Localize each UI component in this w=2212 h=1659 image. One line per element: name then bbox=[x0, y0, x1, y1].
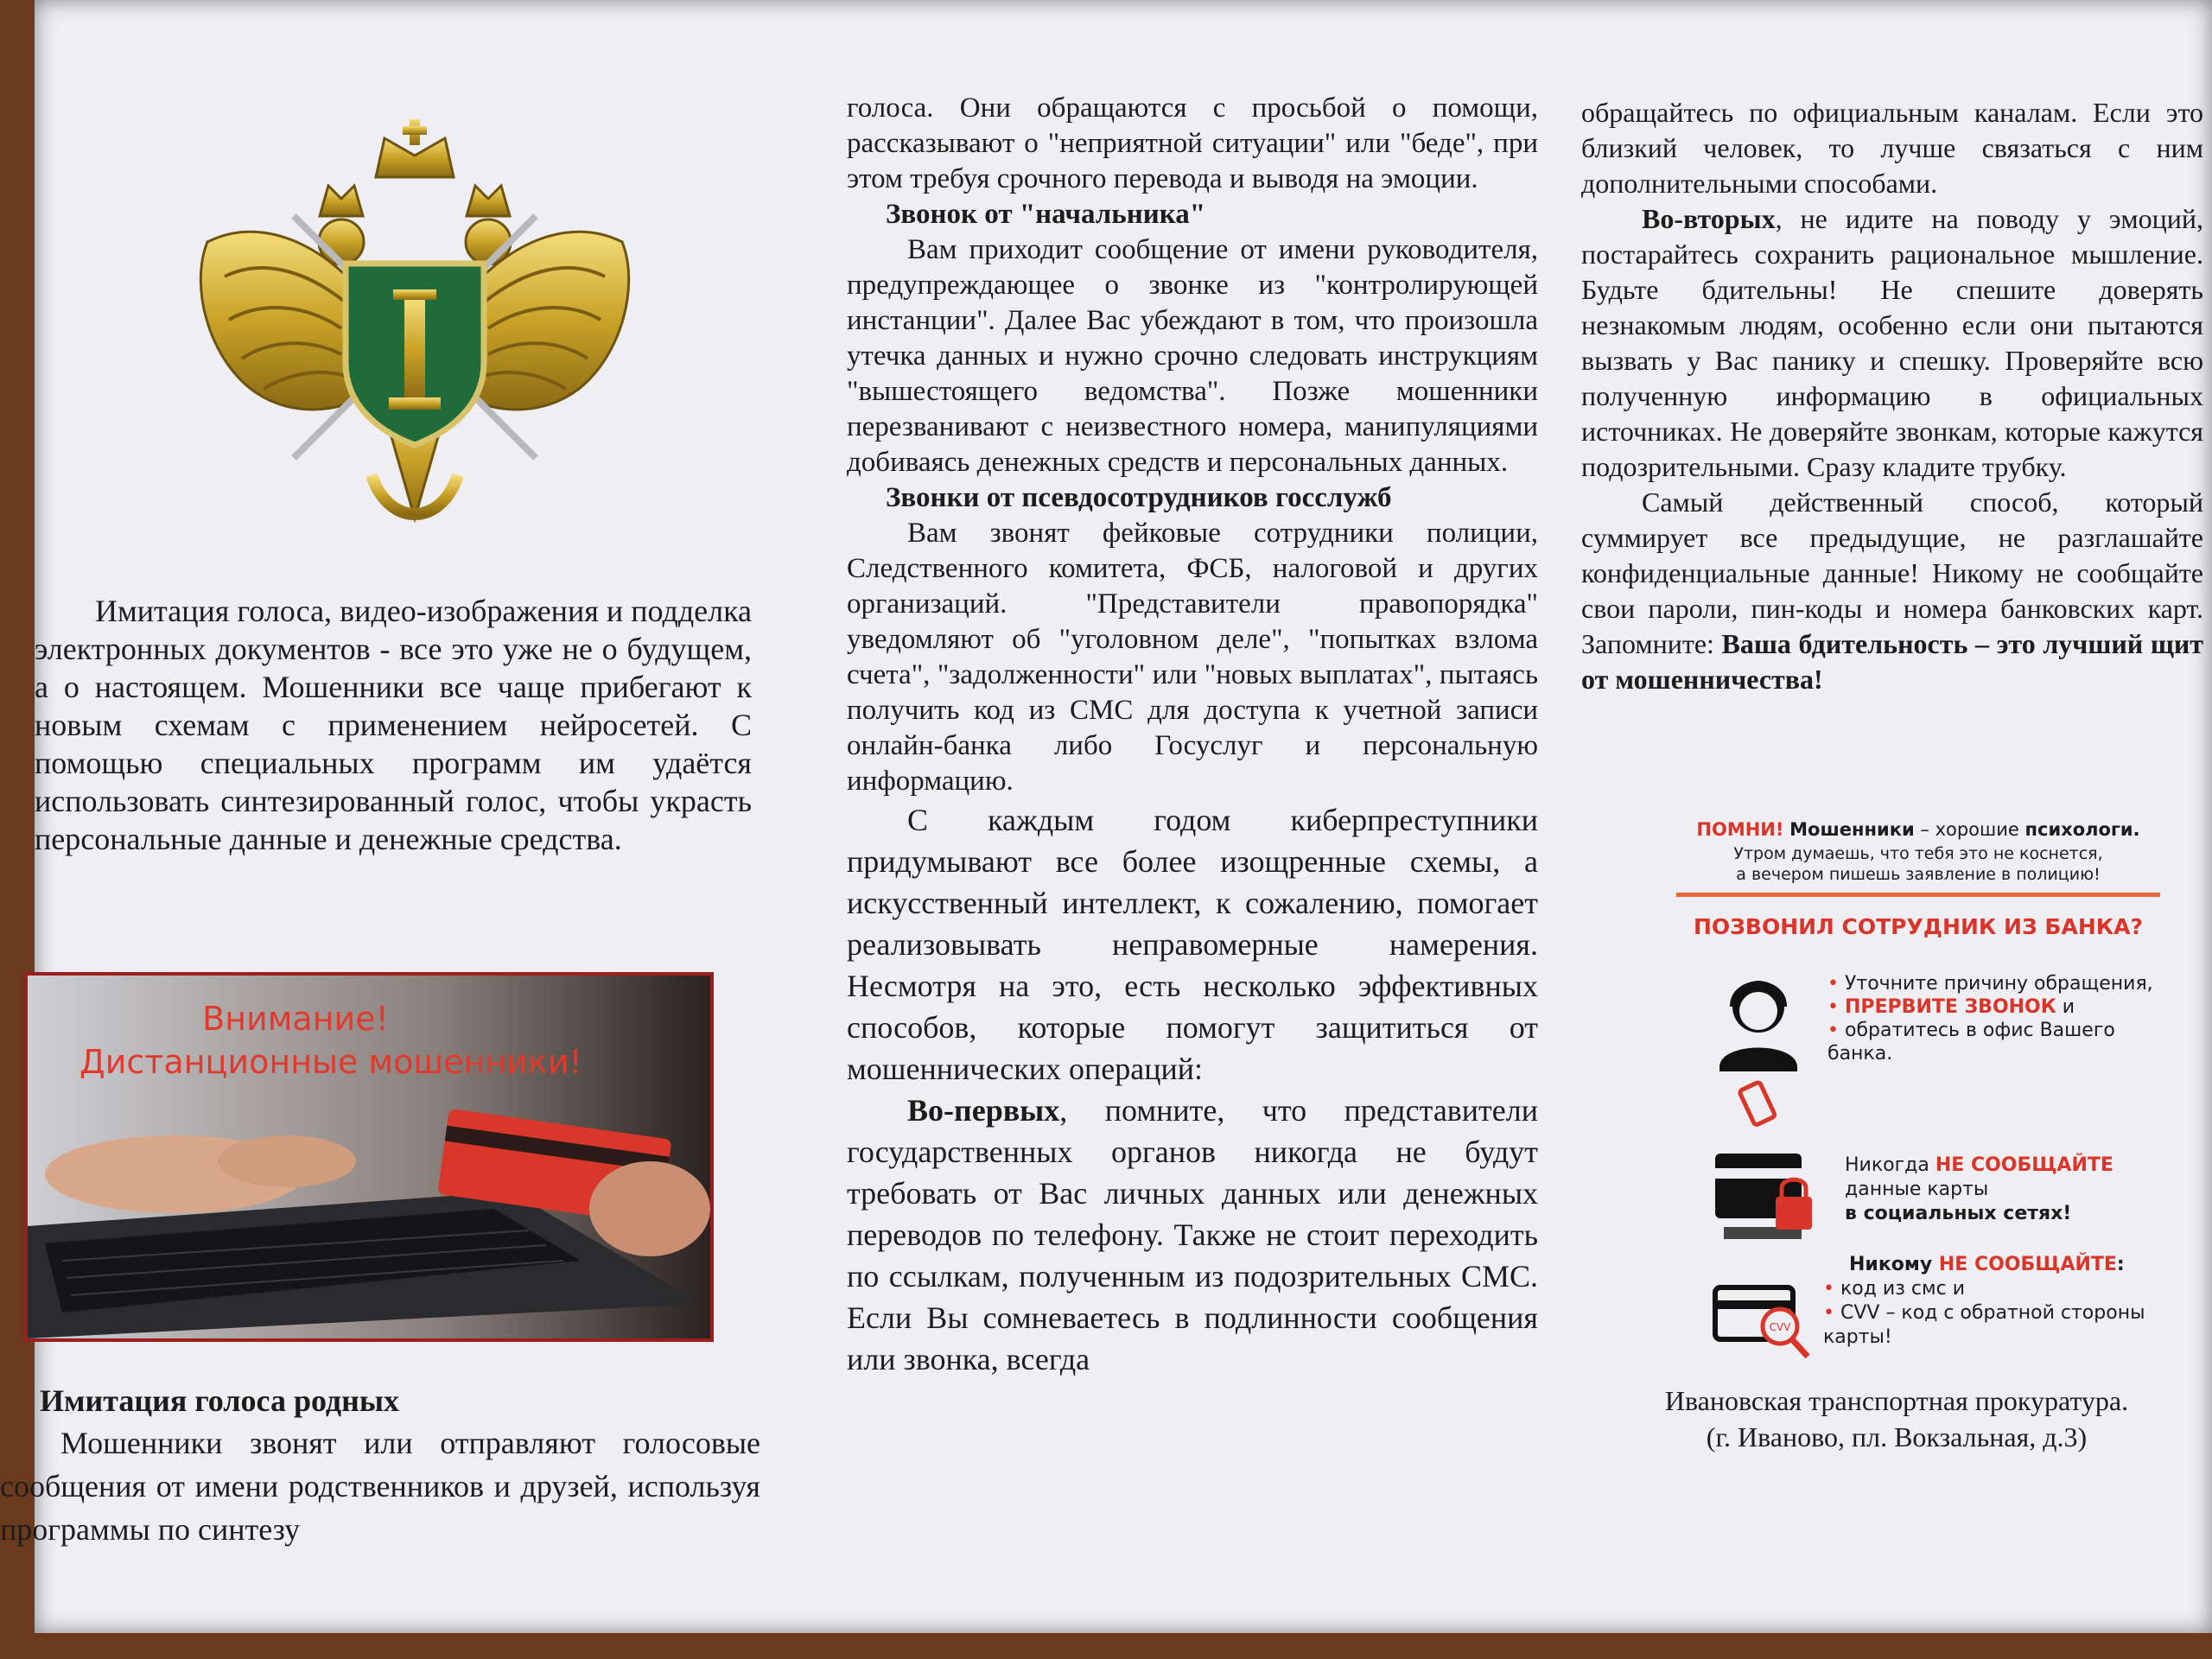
tip-clarify: • Уточните причину обращения, • ПРЕРВИТЕ ЗВОНОК и • обратитесь в офис Вашего банка. bbox=[1827, 973, 2153, 1065]
alert-subtitle: Дистанционные мошенники! bbox=[79, 1043, 582, 1081]
warning-line-3: а вечером пишешь заявление в полицию! bbox=[1736, 865, 2101, 884]
voice-continuation-paragraph: голоса. Они обращаются с просьбой о помощи, рассказывают о "неприятной ситуации" или "беде", при этом требуя срочного перевода и выводя на эмоции. bbox=[847, 92, 1538, 194]
alert-title: Внимание! bbox=[202, 1000, 389, 1038]
tip-clarify-text: Уточните причину обращения, bbox=[1844, 973, 2153, 995]
main-advice-paragraph bbox=[1581, 485, 2203, 697]
second-tip-label: Во-вторых bbox=[1642, 203, 1776, 234]
tip-card-data bbox=[1845, 1154, 2156, 1226]
main-advice-text: Самый действенный способ, который суммирует все предыдущие, не разглашайте конфиденциальные данные! Никому не сообщайте свои пароли, пин-коды и номера банковских карт. Запомните: bbox=[1581, 486, 2203, 659]
bank-call-title: ПОЗВОНИЛ СОТРУДНИК ИЗ БАНКА? bbox=[1693, 914, 2144, 939]
operator-headset-icon bbox=[1711, 968, 1806, 1132]
tip-social-networks: в социальных сетях! bbox=[1845, 1203, 2072, 1224]
cvv-badge: CVV bbox=[1769, 1321, 1791, 1333]
official-channels-paragraph: обращайтесь по официальным каналам. Если это близкий человек, то лучше связаться с ним дополнительными способами. bbox=[1581, 97, 2203, 199]
psychologists-word: психологи. bbox=[2024, 819, 2140, 840]
tip-sms-code: Никому НЕ СООБЩАЙТЕ: • код из смс и • CVV – код с обратной стороны карты! bbox=[1823, 1254, 2145, 1348]
first-tip-paragraph bbox=[847, 1090, 1538, 1380]
intro-paragraph: Имитация голоса, видео-изображения и подделка электронных документов - все это уже не о будущем, а о настоящем. Мошенники все чаще прибегают к новым схемам с применением нейросетей. С помощью специальных программ им удаётся использовать синтезированный голос, чтобы украсть персональные данные и денежные средства. bbox=[35, 594, 752, 856]
warning-mid: – хорошие bbox=[1914, 819, 2025, 840]
voice-imitation-heading: Имитация голоса родных bbox=[40, 1383, 399, 1418]
tip-sms-code-text: код из смс и bbox=[1840, 1278, 1966, 1300]
cvv-search-icon bbox=[1711, 1279, 1815, 1365]
prosecutor-office-address: (г. Иваново, пл. Вокзальная, д.3) bbox=[1706, 1421, 2088, 1452]
second-tip-paragraph bbox=[1581, 201, 2203, 485]
vigilance-slogan: Ваша бдительность – это лучший щит от мошенничества! bbox=[1581, 628, 2204, 695]
card-lock-icon bbox=[1711, 1149, 1823, 1253]
divider bbox=[1676, 893, 2160, 897]
tip-cvv-text: CVV – код с обратной стороны карты! bbox=[1823, 1302, 2145, 1348]
boss-call-heading: Звонок от "начальника" bbox=[886, 199, 1206, 230]
dont-share-label-2: НЕ СООБЩАЙТЕ bbox=[1938, 1254, 2117, 1275]
second-tip-text: , не идите на поводу у эмоций, постарайтесь сохранить рациональное мышление. Будьте бдительны! Не спешите доверять незнакомым людям, особенно если они пытаются вызвать у Вас панику и спешку. Проверяйте всю полученную информацию в официальных источниках. Не доверяйте звонкам, которые кажутся подозрительными. Сразу кладите трубку. bbox=[1581, 203, 2203, 482]
dont-share-label: НЕ СООБЩАЙТЕ bbox=[1935, 1154, 2113, 1176]
remember-label: ПОМНИ! bbox=[1696, 819, 1784, 840]
tip-visit-office: обратитесь в офис Вашего банка. bbox=[1827, 1020, 2115, 1065]
voice-imitation-paragraph: Мошенники звонят или отправляют голосовые сообщения от имени родственников и друзей, используя программы по синтезу bbox=[0, 1426, 760, 1547]
alert-banner-image bbox=[24, 972, 714, 1342]
column-right bbox=[1581, 0, 2212, 1633]
middle-text-block bbox=[847, 91, 1538, 1380]
first-tip-label: Во-первых bbox=[907, 1093, 1060, 1128]
bank-call-infographic bbox=[1676, 808, 2160, 1382]
footer-address bbox=[1581, 1382, 2212, 1455]
psychologists-warning bbox=[1676, 818, 2160, 841]
fraudsters-word: Мошенники bbox=[1789, 819, 1915, 840]
gov-call-heading: Звонки от псевдосотрудников госслужб bbox=[886, 482, 1392, 513]
warning-line-2: Утром думаешь, что тебя это не коснется, bbox=[1733, 844, 2103, 863]
hang-up-label: ПРЕРВИТЕ ЗВОНОК bbox=[1844, 996, 2056, 1018]
boss-call-paragraph: Вам приходит сообщение от имени руководителя, предупреждающее о звонке из "контролирующей инстанции". Далее Вас убеждают в том, что произошла утечка данных и нужно срочно следовать инструкциям "вышестоящего ведомства". Позже мошенники перезванивают с неизвестного номера, манипуляциями добиваясь денежных средств и персональных данных. bbox=[847, 234, 1538, 478]
prosecutor-emblem-icon bbox=[156, 112, 674, 562]
gov-call-paragraph: Вам звонят фейковые сотрудники полиции, Следственного комитета, ФСБ, налоговой и других организаций. "Представители правопорядка" уведомляют об "уголовном деле", "попытках взлома счета", "задолженности" или "новых выплатах", пытаясь получить код из СМС для доступа к учетной записи онлайн-банка либо Госуслуг и персональную информацию. bbox=[847, 518, 1538, 797]
tip-nobody: Никому bbox=[1849, 1254, 1939, 1275]
right-text-block bbox=[1581, 95, 2203, 697]
tip-colon: : bbox=[2116, 1254, 2125, 1275]
prosecutor-office-name: Ивановская транспортная прокуратура. bbox=[1664, 1385, 2129, 1416]
tip-and: и bbox=[2056, 996, 2075, 1018]
column-middle bbox=[812, 0, 1573, 1633]
column-left bbox=[0, 0, 786, 1633]
tip-never: Никогда bbox=[1845, 1154, 1936, 1176]
tip-card-data-text: данные карты bbox=[1845, 1179, 1989, 1200]
ai-paragraph: С каждым годом киберпреступники придумывают все более изощренные схемы, а искусственный интеллект, к сожалению, помогает реализовывать неправомерные намерения. Несмотря на это, есть несколько эффективных способов, которые помогут защититься от мошеннических операций: bbox=[847, 803, 1538, 1086]
first-tip-text: , помните, что представители государственных органов никогда не будут требовать от Вас личных данных или денежных переводов по телефону. Также не стоит переходить по ссылкам, полученным из подозрительных СМС. Если Вы сомневаетесь в подлинности сообщения или звонка, всегда bbox=[847, 1093, 1538, 1376]
